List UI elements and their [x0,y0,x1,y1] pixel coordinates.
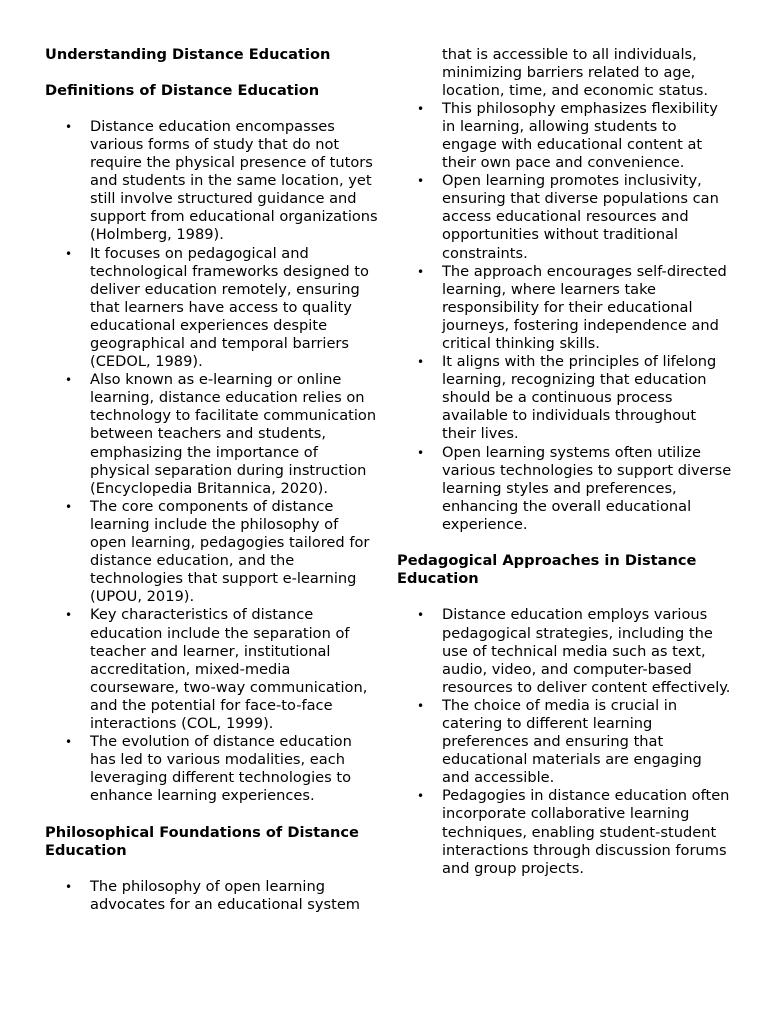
list-item: • Open learning systems often utilize various technologies to support diverse learning styles and preferences, enhancing the overall educational experience. [397,444,732,534]
list-item: • This philosophy emphasizes flexibility in learning, allowing students to engage with educational content at their own pace and convenience. [397,100,732,172]
list-item: • It focuses on pedagogical and technological frameworks designed to deliver education remotely, ensuring that learners have access to quality educational experiences despite geographical and temporal barriers (CEDOL, 1989). [45,245,378,372]
heading-philosophical: Philosophical Foundations of Distance Education [45,823,359,859]
heading-pedagogical: Pedagogical Approaches in Distance Education [397,552,697,588]
list-item: • The evolution of distance education has led to various modalities, each leveraging different technologies to enhance learning experiences. [45,733,378,805]
list-philosophical-continued [397,46,732,535]
list-item: • Distance education employs various pedagogical strategies, including the use of technical media such as text, audio, video, and computer-based resources to deliver content effectively. [397,606,732,696]
list-pedagogical [397,606,732,877]
list-philosophical-start [45,878,378,914]
list-item: • Open learning promotes inclusivity, ensuring that diverse populations can access educational resources and opportunities without traditional constraints. [397,172,732,262]
list-item: • The philosophy of open learning advocates for an educational system [45,878,378,914]
right-column [397,0,732,896]
left-column [45,0,378,932]
list-item: • Also known as e-learning or online learning, distance education relies on technology to facilitate communication between teachers and students, emphasizing the importance of physical separation during instruction (Encyclopedia Britannica, 2020). [45,371,378,498]
document-title: Understanding Distance Education [45,45,331,63]
list-item: • Pedagogies in distance education often incorporate collaborative learning techniques, enabling student-student interactions through discussion forums and group projects. [397,787,732,877]
list-item: • Key characteristics of distance education include the separation of teacher and learner, institutional accreditation, mixed-media courseware, two-way communication, and the potential for face-to-face interactions (COL, 1999). [45,606,378,733]
list-item: • The choice of media is crucial in catering to different learning preferences and ensuring that educational materials are engaging and accessible. [397,697,732,787]
list-item: • It aligns with the principles of lifelong learning, recognizing that education should be a continuous process available to individuals throughout their lives. [397,353,732,443]
list-item: • The core components of distance learning include the philosophy of open learning, pedagogies tailored for distance education, and the technologies that support e-learning (UPOU, 2019). [45,498,378,607]
list-definitions [45,118,378,806]
list-item: • The approach encourages self-directed learning, where learners take responsibility for their educational journeys, fostering independence and critical thinking skills. [397,263,732,353]
list-item: • Distance education encompasses various forms of study that do not require the physical presence of tutors and students in the same location, yet still involve structured guidance and support from educational organizations (Holmberg, 1989). [45,118,378,245]
heading-definitions: Definitions of Distance Education [45,81,320,99]
list-item-continuation: that is accessible to all individuals, minimizing barriers related to age, location, time, and economic status. [442,45,709,99]
